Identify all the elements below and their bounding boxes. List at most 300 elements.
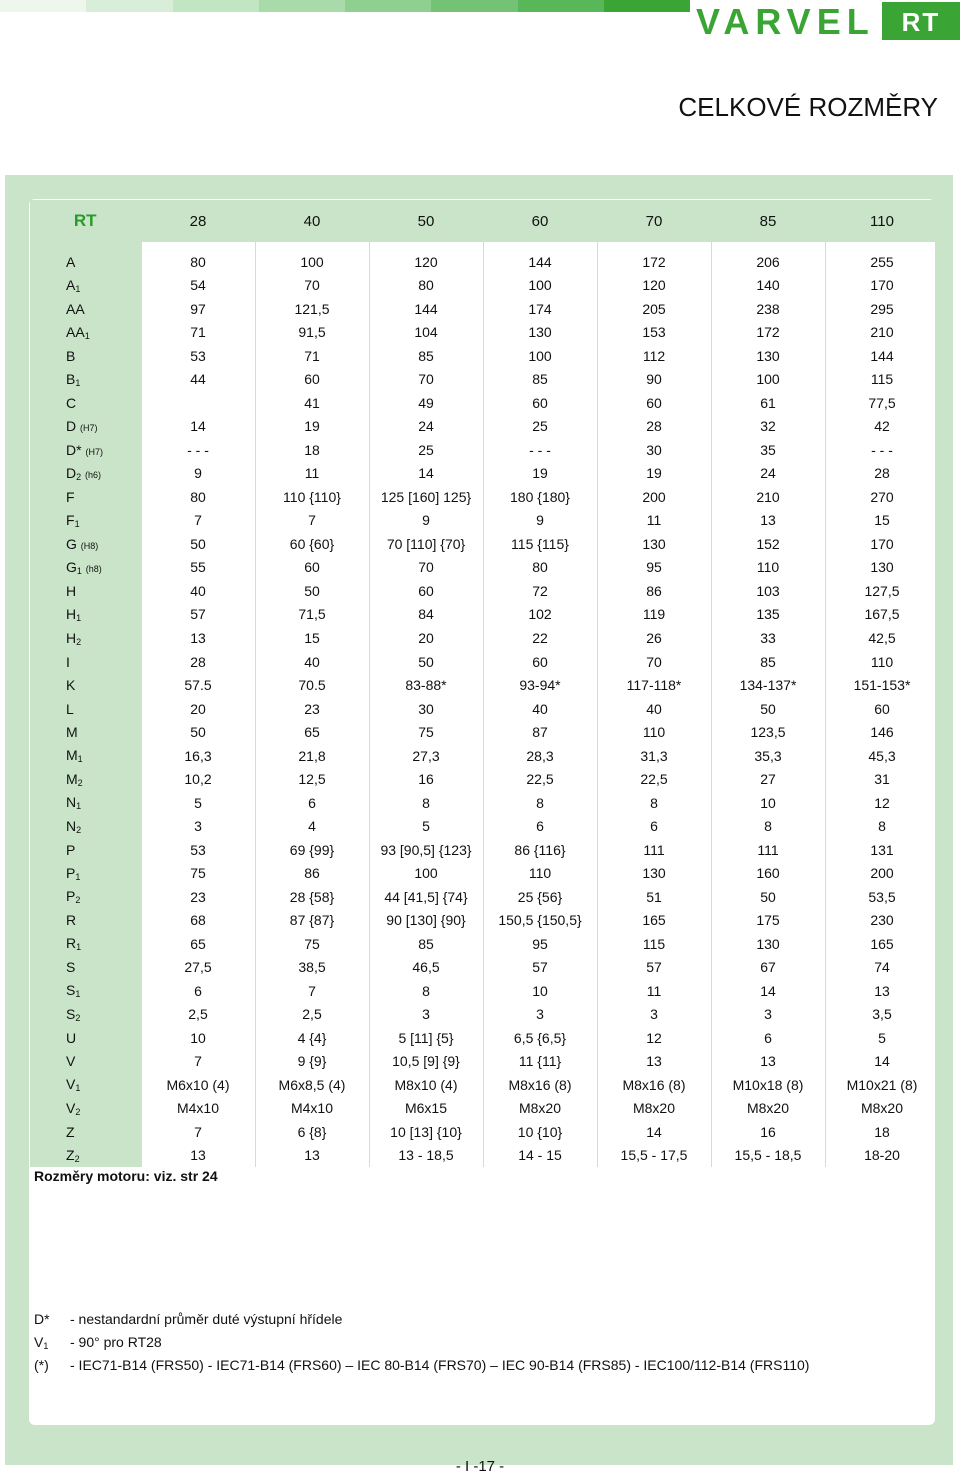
table-cell: 120 (369, 242, 483, 274)
row-label-base: M (66, 747, 78, 764)
table-cell: 130 (825, 556, 939, 580)
table-cell: M4x10 (255, 1097, 369, 1121)
row-label-sub: 2 (76, 471, 82, 482)
table-cell: 135 (711, 603, 825, 627)
motor-note: Rozměry motoru: viz. str 24 (34, 1168, 218, 1184)
table-row (30, 274, 939, 298)
row-label-base: K (66, 677, 76, 694)
table-cell: 238 (711, 297, 825, 321)
table-cell: 95 (483, 932, 597, 956)
table-cell: 44 (141, 368, 255, 392)
table-cell: 5 (141, 791, 255, 815)
table-cell: 27,3 (369, 744, 483, 768)
table-cell: 40 (141, 579, 255, 603)
table-cell: 42,5 (825, 626, 939, 650)
row-label (30, 297, 141, 321)
table-cell: 80 (483, 556, 597, 580)
table-cell: 255 (825, 242, 939, 274)
table-cell: 10 (483, 979, 597, 1003)
row-label (30, 979, 141, 1003)
table-cell: 123,5 (711, 720, 825, 744)
footnote-key (34, 1308, 70, 1331)
table-cell: 15,5 - 18,5 (711, 1144, 825, 1168)
row-label-base: F (66, 511, 75, 528)
table-cell: 3 (141, 814, 255, 838)
table-row (30, 462, 939, 486)
size-header: 40 (255, 200, 369, 242)
row-label (30, 626, 141, 650)
row-label-sub: 1 (75, 871, 81, 882)
table-cell: 31 (825, 767, 939, 791)
table-cell: 100 (369, 861, 483, 885)
row-label (30, 1120, 141, 1144)
table-cell: 22 (483, 626, 597, 650)
table-cell: M4x10 (141, 1097, 255, 1121)
table-cell: 13 (597, 1050, 711, 1074)
table-cell: 13 - 18,5 (369, 1144, 483, 1168)
table-cell: 40 (597, 697, 711, 721)
table-cell: 8 (369, 979, 483, 1003)
table-cell: M8x20 (483, 1097, 597, 1121)
table-cell: 60 (825, 697, 939, 721)
row-label-base: A (66, 253, 76, 270)
table-cell: 68 (141, 908, 255, 932)
table-cell: 50 (711, 885, 825, 909)
row-label-sub: 1 (75, 1083, 81, 1094)
table-cell: 7 (141, 509, 255, 533)
page-title: CELKOVÉ ROZMĚRY (678, 92, 938, 122)
table-cell: 90 [130] {90} (369, 908, 483, 932)
header-stripe (345, 0, 431, 12)
table-cell: 57 (141, 603, 255, 627)
table-header-row (30, 200, 939, 242)
table-row (30, 321, 939, 345)
row-label-sub: 2 (74, 1153, 80, 1164)
table-cell: 115 {115} (483, 532, 597, 556)
table-cell: 11 (597, 509, 711, 533)
table-cell: 18 (825, 1120, 939, 1144)
table-cell: 30 (369, 697, 483, 721)
row-label-sub: 1 (76, 565, 82, 576)
table-cell: 112 (597, 344, 711, 368)
table-cell: 71 (255, 344, 369, 368)
table-cell: 102 (483, 603, 597, 627)
row-label (30, 1144, 141, 1168)
row-label-base: N (66, 794, 77, 811)
table-cell: 6,5 {6,5} (483, 1026, 597, 1050)
table-cell: 3,5 (825, 1003, 939, 1027)
table-cell: 71 (141, 321, 255, 345)
row-label-base: F (66, 488, 75, 505)
table-row (30, 391, 939, 415)
table-cell: 93 [90,5] {123} (369, 838, 483, 862)
row-label-sub: 2 (75, 1012, 81, 1023)
table-cell: 8 (597, 791, 711, 815)
table-cell: 85 (711, 650, 825, 674)
row-label (30, 485, 141, 509)
table-cell: 60 (255, 556, 369, 580)
row-label-sub: 2 (75, 895, 81, 906)
table-cell: 50 (711, 697, 825, 721)
table-cell: 13 (825, 979, 939, 1003)
row-label-base: G (66, 535, 77, 552)
table-cell: 6 (141, 979, 255, 1003)
table-cell: 7 (141, 1050, 255, 1074)
table-cell: 13 (141, 626, 255, 650)
row-label (30, 415, 141, 439)
size-header: 28 (141, 200, 255, 242)
table-row (30, 861, 939, 885)
table-cell: 103 (711, 579, 825, 603)
footnote-key-base: (*) (34, 1357, 49, 1373)
row-label (30, 650, 141, 674)
table-cell: 70.5 (255, 673, 369, 697)
table-cell: 28,3 (483, 744, 597, 768)
table-row (30, 1003, 939, 1027)
table-cell: 205 (597, 297, 711, 321)
table-cell: 91,5 (255, 321, 369, 345)
table-cell: 131 (825, 838, 939, 862)
table-cell: 8 (483, 791, 597, 815)
table-cell: 3 (483, 1003, 597, 1027)
row-label-sub: 1 (84, 330, 90, 341)
table-cell: 15 (255, 626, 369, 650)
table-cell: 6 (255, 791, 369, 815)
table-cell: 57 (597, 955, 711, 979)
row-label-sub: 1 (76, 801, 82, 812)
table-row (30, 438, 939, 462)
table-cell: 100 (711, 368, 825, 392)
table-cell: 14 (825, 1050, 939, 1074)
table-cell: 3 (711, 1003, 825, 1027)
table-cell: 165 (597, 908, 711, 932)
table-cell: 60 (597, 391, 711, 415)
table-cell: 75 (369, 720, 483, 744)
row-label-base: A (66, 276, 76, 293)
row-label-base: S (66, 982, 76, 999)
table-cell: 86 {116} (483, 838, 597, 862)
table-cell: 80 (141, 485, 255, 509)
table-cell: 75 (255, 932, 369, 956)
table-row (30, 979, 939, 1003)
row-label (30, 673, 141, 697)
table-cell: 24 (369, 415, 483, 439)
table-cell: 10 {10} (483, 1120, 597, 1144)
brand-logo: VARVEL (696, 1, 875, 42)
table-cell: M8x16 (8) (483, 1073, 597, 1097)
table-cell: 110 (825, 650, 939, 674)
table-cell: 16 (369, 767, 483, 791)
table-row (30, 1144, 939, 1168)
row-label (30, 932, 141, 956)
table-cell: 16 (711, 1120, 825, 1144)
table-cell: 230 (825, 908, 939, 932)
table-row (30, 908, 939, 932)
table-cell: 57.5 (141, 673, 255, 697)
table-cell: 24 (711, 462, 825, 486)
row-label-tolerance: (H8) (80, 540, 99, 551)
table-cell: 170 (825, 274, 939, 298)
table-cell: 160 (711, 861, 825, 885)
table-cell: 25 (369, 438, 483, 462)
table-cell: 10,5 [9] {9} (369, 1050, 483, 1074)
table-row (30, 673, 939, 697)
table-cell: 6 (597, 814, 711, 838)
row-label (30, 274, 141, 298)
table-cell: 20 (369, 626, 483, 650)
footnote (34, 1308, 809, 1331)
table-cell: 97 (141, 297, 255, 321)
table-cell: 117-118* (597, 673, 711, 697)
row-label-base: L (66, 700, 74, 717)
table-cell: 130 (711, 932, 825, 956)
table-cell: - - - (483, 438, 597, 462)
table-cell: 70 (597, 650, 711, 674)
table-row (30, 767, 939, 791)
table-cell: 180 {180} (483, 485, 597, 509)
footnote-key-base: D* (34, 1311, 50, 1327)
table-row (30, 556, 939, 580)
table-cell: 44 [41,5] {74} (369, 885, 483, 909)
table-cell: 77,5 (825, 391, 939, 415)
table-cell: 172 (597, 242, 711, 274)
table-cell: 15 (825, 509, 939, 533)
table-cell: 50 (255, 579, 369, 603)
table-cell: 200 (597, 485, 711, 509)
table-cell: 144 (825, 344, 939, 368)
table-cell: 153 (597, 321, 711, 345)
table-row (30, 1097, 939, 1121)
table-row (30, 1120, 939, 1144)
table-cell: 130 (597, 532, 711, 556)
row-label (30, 744, 141, 768)
row-label-tolerance: (H7) (85, 446, 103, 457)
table-cell: 60 (369, 579, 483, 603)
table-row (30, 1050, 939, 1074)
table-row (30, 242, 939, 274)
table-row (30, 485, 939, 509)
table-cell: 54 (141, 274, 255, 298)
table-row (30, 368, 939, 392)
row-label-base: I (66, 653, 70, 670)
table-cell: 60 (255, 368, 369, 392)
table-row (30, 814, 939, 838)
header-stripes (0, 0, 690, 12)
size-header: 70 (597, 200, 711, 242)
table-cell: 110 (483, 861, 597, 885)
table-cell: 85 (369, 932, 483, 956)
table-cell: 100 (255, 242, 369, 274)
table-cell: 11 (255, 462, 369, 486)
table-cell: 32 (711, 415, 825, 439)
table-cell: 151-153* (825, 673, 939, 697)
table-cell: 13 (255, 1144, 369, 1168)
table-cell: 23 (141, 885, 255, 909)
table-cell: 10 (141, 1026, 255, 1050)
table-cell: 13 (711, 1050, 825, 1074)
row-label (30, 344, 141, 368)
table-cell: 10 (711, 791, 825, 815)
table-cell: 95 (597, 556, 711, 580)
footnote (34, 1331, 809, 1354)
row-label-base: H (66, 605, 77, 622)
row-label-base: D (66, 418, 77, 435)
table-cell: 70 (255, 274, 369, 298)
table-cell: 31,3 (597, 744, 711, 768)
table-cell: 8 (711, 814, 825, 838)
header-stripe (431, 0, 517, 12)
row-label-base: R (66, 912, 77, 929)
table-cell: 53 (141, 838, 255, 862)
row-label-base: D (66, 464, 77, 481)
table-cell: 19 (255, 415, 369, 439)
table-cell: 5 (825, 1026, 939, 1050)
row-label-base: D* (66, 441, 82, 458)
size-header: 50 (369, 200, 483, 242)
table-cell: 4 {4} (255, 1026, 369, 1050)
table-cell: 210 (711, 485, 825, 509)
dimensions-table (30, 200, 939, 1167)
row-label-base: B (66, 370, 76, 387)
row-label-base: R (66, 935, 77, 952)
table-cell: 28 (141, 650, 255, 674)
table-cell: 13 (711, 509, 825, 533)
footnote-key-base: V (34, 1334, 44, 1350)
table-cell: 53,5 (825, 885, 939, 909)
table-cell: 18 (255, 438, 369, 462)
table-cell: 5 (369, 814, 483, 838)
row-label (30, 908, 141, 932)
table-cell: 14 - 15 (483, 1144, 597, 1168)
table-cell: 11 (597, 979, 711, 1003)
row-label-base: AA (66, 323, 85, 340)
table-cell: 110 {110} (255, 485, 369, 509)
row-label (30, 861, 141, 885)
table-cell: 87 (483, 720, 597, 744)
table-cell: 28 (597, 415, 711, 439)
row-label-tolerance: (h8) (85, 563, 102, 574)
table-cell: 152 (711, 532, 825, 556)
table-cell: 60 (483, 391, 597, 415)
row-label-base: U (66, 1029, 77, 1046)
table-cell: 144 (369, 297, 483, 321)
row-label-sub: 2 (76, 824, 82, 835)
table-cell: M8x20 (825, 1097, 939, 1121)
table-cell: 3 (369, 1003, 483, 1027)
table-cell: M6x15 (369, 1097, 483, 1121)
row-label (30, 838, 141, 862)
table-cell: 84 (369, 603, 483, 627)
table-cell: 125 [160] 125} (369, 485, 483, 509)
table-cell: 67 (711, 955, 825, 979)
header-stripe (518, 0, 604, 12)
table-cell: 51 (597, 885, 711, 909)
table-cell: 18-20 (825, 1144, 939, 1168)
table-cell: M6x10 (4) (141, 1073, 255, 1097)
table-cell: 35,3 (711, 744, 825, 768)
header-stripe (86, 0, 172, 12)
row-label (30, 1097, 141, 1121)
table-cell: 6 {8} (255, 1120, 369, 1144)
row-label (30, 391, 141, 415)
table-cell: 50 (369, 650, 483, 674)
brand-badge: RT (882, 2, 960, 40)
table-cell: 33 (711, 626, 825, 650)
table-cell: 111 (711, 838, 825, 862)
table-row (30, 1026, 939, 1050)
table-cell: 3 (597, 1003, 711, 1027)
row-label (30, 462, 141, 486)
row-label-base: M (66, 770, 78, 787)
table-cell: 27,5 (141, 955, 255, 979)
table-cell: 83-88* (369, 673, 483, 697)
table-cell: 14 (597, 1120, 711, 1144)
table-cell: 70 (369, 556, 483, 580)
table-cell: 100 (483, 344, 597, 368)
table-cell: 26 (597, 626, 711, 650)
table-cell: 23 (255, 697, 369, 721)
table-cell: 19 (597, 462, 711, 486)
table-cell: M8x10 (4) (369, 1073, 483, 1097)
row-label-sub: 1 (74, 518, 80, 529)
footnote-text: - IEC71-B14 (FRS50) - IEC71-B14 (FRS60) – IEC 80-B14 (FRS70) – IEC 90-B14 (FRS85) - IEC100/112-B14 (FRS110) (70, 1357, 810, 1373)
table-cell: 104 (369, 321, 483, 345)
row-label (30, 438, 141, 462)
table-row (30, 955, 939, 979)
table-cell: 172 (711, 321, 825, 345)
table-cell: 60 {60} (255, 532, 369, 556)
row-label-base: AA (66, 300, 85, 317)
row-label (30, 1073, 141, 1097)
table-cell: 53 (141, 344, 255, 368)
table-cell: 75 (141, 861, 255, 885)
row-label-tolerance: (H7) (80, 423, 98, 434)
table-cell: 45,3 (825, 744, 939, 768)
table-cell: 85 (369, 344, 483, 368)
size-header: 60 (483, 200, 597, 242)
row-label-base: C (66, 394, 77, 411)
row-label-base: S (66, 1005, 76, 1022)
table-cell: M6x8,5 (4) (255, 1073, 369, 1097)
header-stripe (173, 0, 259, 12)
table-cell: 7 (141, 1120, 255, 1144)
table-cell: M8x20 (597, 1097, 711, 1121)
row-label-sub: 2 (76, 636, 82, 647)
table-cell: - - - (141, 438, 255, 462)
table-cell: 8 (825, 814, 939, 838)
table-cell: 111 (597, 838, 711, 862)
table-cell: 11 {11} (483, 1050, 597, 1074)
table-cell: 61 (711, 391, 825, 415)
table-cell: 27 (711, 767, 825, 791)
row-label-sub: 1 (77, 754, 83, 765)
table-cell: 19 (483, 462, 597, 486)
row-label-base: G (66, 558, 77, 575)
table-cell: 85 (483, 368, 597, 392)
table-cell: 50 (141, 532, 255, 556)
row-label-sub: 2 (77, 777, 83, 788)
table-cell: 127,5 (825, 579, 939, 603)
table-cell: 72 (483, 579, 597, 603)
header-stripe (259, 0, 345, 12)
table-cell: 22,5 (483, 767, 597, 791)
table-cell: 38,5 (255, 955, 369, 979)
row-label (30, 579, 141, 603)
header (0, 0, 960, 44)
table-cell: 130 (483, 321, 597, 345)
table-cell: 42 (825, 415, 939, 439)
table-cell: 115 (597, 932, 711, 956)
